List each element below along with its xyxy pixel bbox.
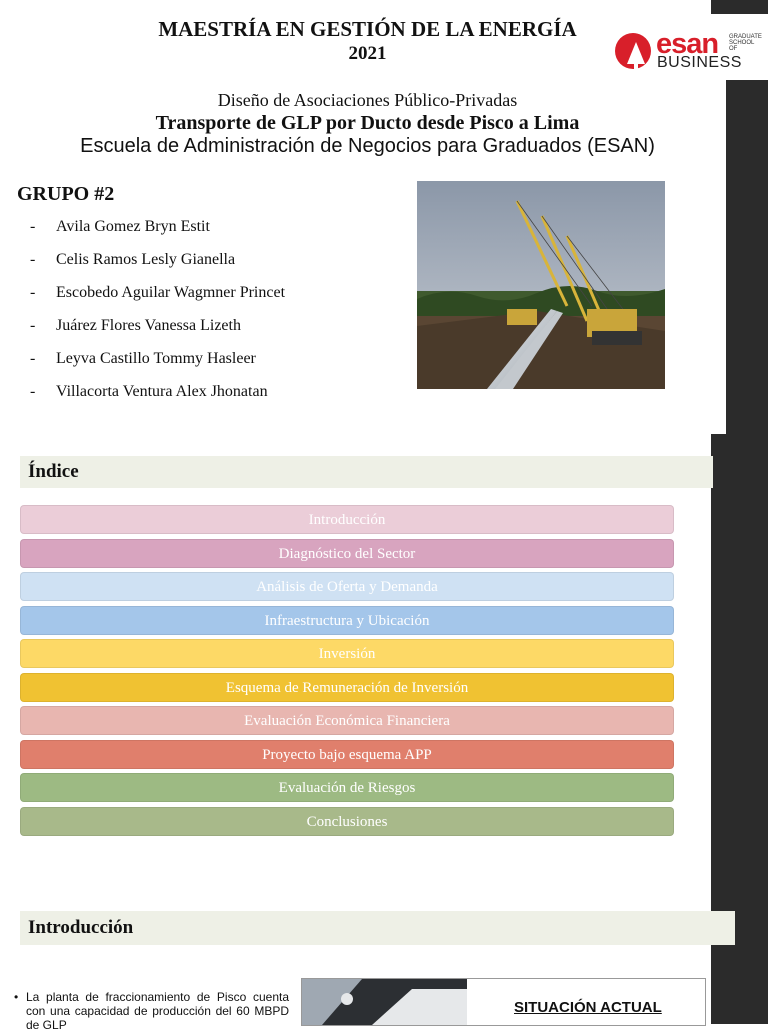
index-list bbox=[20, 505, 674, 840]
index-item-oferta-demanda[interactable]: Análisis de Oferta y Demanda bbox=[20, 572, 674, 601]
group-title: GRUPO #2 bbox=[17, 183, 115, 205]
project-title: Transporte de GLP por Ducto desde Pisco a Lima bbox=[155, 112, 580, 134]
list-item: - Juárez Flores Vanessa Lizeth bbox=[30, 317, 241, 334]
list-item: - Avila Gomez Bryn Estit bbox=[30, 218, 210, 235]
index-item-evaluacion-economica[interactable]: Evaluación Económica Financiera bbox=[20, 706, 674, 735]
logo-brand: esan bbox=[656, 28, 719, 60]
list-item: - Escobedo Aguilar Wagmner Princet bbox=[30, 284, 286, 301]
course-name: Diseño de Asociaciones Público-Privadas bbox=[217, 90, 518, 110]
esan-logo bbox=[612, 30, 762, 74]
logo-tagline: GRADUATE SCHOOL OF bbox=[729, 34, 762, 52]
index-item-proyecto-app[interactable]: Proyecto bajo esquema APP bbox=[20, 740, 674, 769]
index-item-remuneracion[interactable]: Esquema de Remuneración de Inversión bbox=[20, 673, 674, 702]
index-item-introduccion[interactable]: Introducción bbox=[20, 505, 674, 534]
tree-icon bbox=[615, 33, 651, 69]
list-item: - Villacorta Ventura Alex Jhonatan bbox=[30, 383, 268, 400]
list-item: - Leyva Castillo Tommy Hasleer bbox=[30, 350, 256, 367]
pipeline-photo bbox=[417, 181, 665, 389]
index-item-inversion[interactable]: Inversión bbox=[20, 639, 674, 668]
list-item: - Celis Ramos Lesly Gianella bbox=[30, 251, 236, 268]
member-list bbox=[30, 218, 285, 416]
edge-bar bbox=[726, 80, 768, 434]
page-title: MAESTRÍA EN GESTIÓN DE LA ENERGÍA bbox=[158, 17, 577, 41]
intro-paragraph: • La planta de fraccionamiento de Pisco cuenta con una capacidad de producción del 60 MBPD de GLP bbox=[14, 990, 289, 1032]
school-name: Escuela de Administración de Negocios para Graduados (ESAN) bbox=[80, 135, 655, 157]
indice-header: Índice bbox=[20, 456, 713, 488]
index-item-diagnostico[interactable]: Diagnóstico del Sector bbox=[20, 539, 674, 568]
facility-photo bbox=[302, 979, 467, 1025]
edge-bar bbox=[711, 0, 768, 14]
index-item-conclusiones[interactable]: Conclusiones bbox=[20, 807, 674, 836]
intro-header: Introducción bbox=[20, 911, 735, 945]
index-item-infraestructura[interactable]: Infraestructura y Ubicación bbox=[20, 606, 674, 635]
page-year: 2021 bbox=[348, 43, 387, 64]
situation-panel bbox=[301, 978, 706, 1026]
situation-title: SITUACIÓN ACTUAL bbox=[514, 999, 662, 1016]
logo-business: BUSINESS bbox=[657, 54, 742, 71]
index-item-riesgos[interactable]: Evaluación de Riesgos bbox=[20, 773, 674, 802]
